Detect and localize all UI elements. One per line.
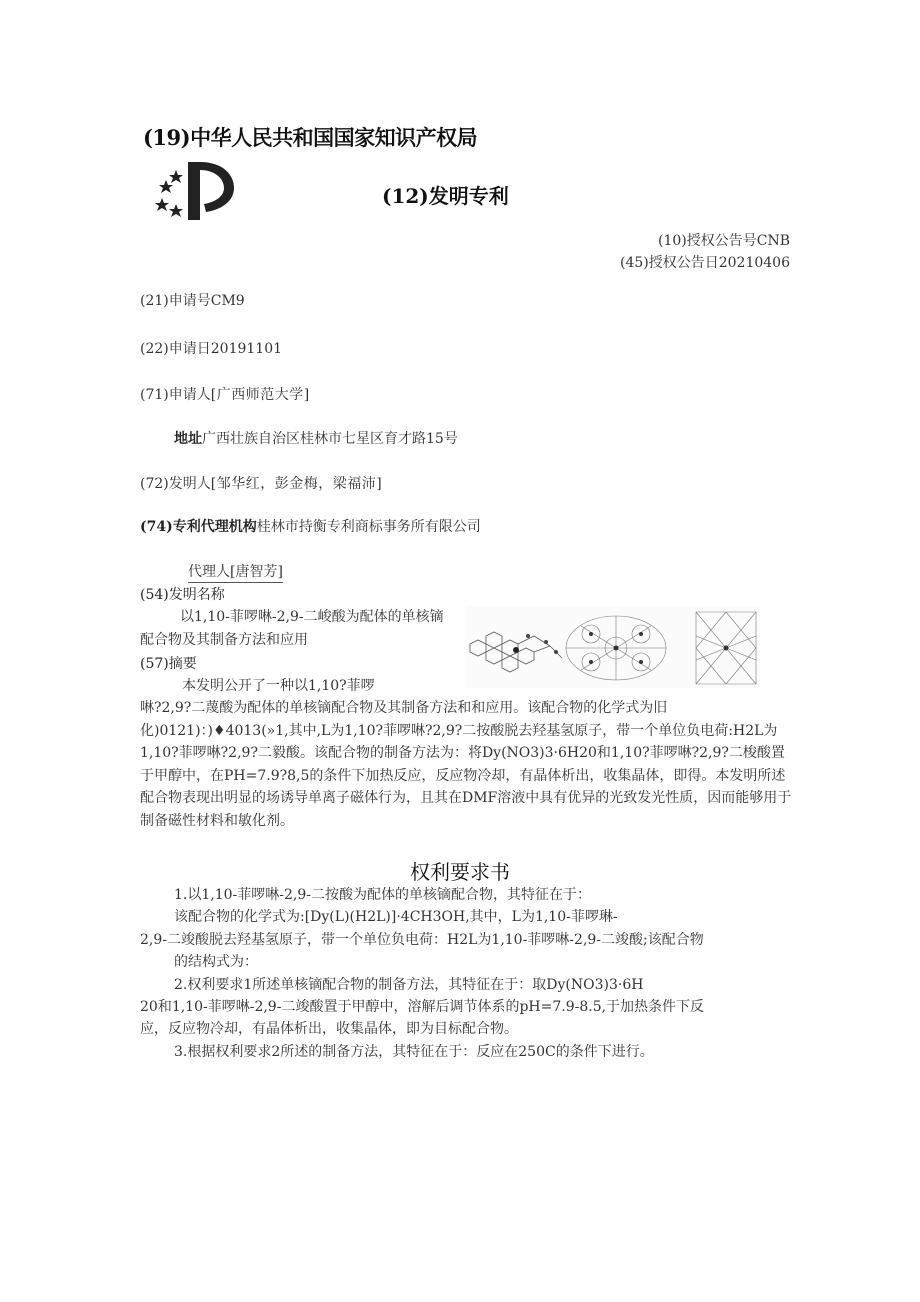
publication-number: (10)授权公告号CNB bbox=[658, 233, 790, 249]
abstract-first-line: 本发明公开了一种以1,10?菲啰 bbox=[182, 678, 375, 694]
patent-agency bbox=[140, 516, 481, 536]
claim-line: 20和1,10-菲啰啉-2,9-二竣酸置于甲醇中，溶解后调节体系的pH=7.9-8.5,于加热条件下反 bbox=[140, 999, 705, 1016]
address-value: 广西壮族自治区桂林市七星区育才路15号 bbox=[202, 431, 458, 447]
crystal-structure-figure bbox=[466, 606, 760, 688]
patent-agent: 代理人[唐智芳] bbox=[188, 561, 283, 583]
cnipa-logo-icon bbox=[152, 158, 238, 224]
inventors bbox=[140, 473, 382, 493]
claims-heading: 权利要求书 bbox=[410, 860, 510, 884]
applicant-value: [广西师范大学] bbox=[210, 387, 310, 403]
application-number-label: (21)申请号 bbox=[140, 293, 211, 309]
patent-agency-label: (74)专利代理机构 bbox=[140, 519, 257, 535]
claim-line: 3.根据权利要求2所述的制备方法，其特征在于：反应在250C的条件下进行。 bbox=[174, 1043, 654, 1060]
application-date-value: 20191101 bbox=[210, 341, 283, 357]
application-date-label: (22)申请日 bbox=[140, 341, 211, 357]
patent-type: (12)发明专利 bbox=[382, 184, 509, 208]
application-date bbox=[140, 338, 282, 358]
application-number-value: CM9 bbox=[210, 293, 245, 309]
inventors-value: [邹华红，彭金梅，梁福沛] bbox=[210, 476, 383, 492]
patent-agency-value: 桂林市持衡专利商标事务所有限公司 bbox=[256, 519, 481, 535]
invention-title-label: (54)发明名称 bbox=[140, 587, 225, 603]
inventors-label: (72)发明人 bbox=[140, 476, 211, 492]
claims-body bbox=[140, 884, 790, 1063]
address bbox=[174, 428, 458, 448]
invention-title: 以1,10-菲啰啉-2,9-二峻酸为配体的单核镝配合物及其制备方法和应用 bbox=[140, 609, 444, 648]
office-name: (19)中华人民共和国国家知识产权局 bbox=[143, 125, 478, 150]
abstract-label: (57)摘要 bbox=[140, 656, 197, 672]
publication-date: (45)授权公告日20210406 bbox=[620, 255, 790, 271]
applicant bbox=[140, 384, 310, 404]
claim-line: 1.以1,10-菲啰啉-2,9-二按酸为配体的单核镝配合物，其特征在于： bbox=[174, 887, 591, 903]
applicant-label: (71)申请人 bbox=[140, 387, 211, 403]
address-label: 地址 bbox=[174, 431, 202, 447]
abstract-text: 啉?2,9?二蔑酸为配体的单核镝配合物及其制备方法和和应用。该配合物的化学式为旧化)0121)：)♦4013(»1,其中,L为1,10?菲啰啉?2,9?二按酸脱去羟基氢原子，带一个单位负电荷:H2L为1,10?菲啰啉?2,9?二毅酸。该配合物的制备方法为：将Dy(NO3)3·6H20和1,10?菲啰啉?2,9?二梭酸置于甲醇中，在PH=7.9?8,5的条件下加热反应，反应物冷却，有晶体析出，收集晶体，即得。本发明所述配合物表现出明显的场诱导单离子磁体行为，且其在DMF溶液中具有优异的光致发光性质，因而能够用于制备磁性材料和敏化剂。 bbox=[140, 700, 792, 829]
application-number bbox=[140, 290, 245, 310]
claim-line: 2.权利要求1所述单核镝配合物的制备方法，其特征在于：取Dy(NO3)3·6H bbox=[174, 976, 644, 993]
claim-line: 2,9-二竣酸脱去羟基氢原子，带一个单位负电荷：H2L为1,10-菲啰啉-2,9-二竣酸;该配合物 bbox=[140, 931, 704, 948]
claim-line: 该配合物的化学式为:[Dy(L)(H2L)]·4CH3OH,其中，L为1,10-菲啰琳- bbox=[174, 909, 618, 926]
claim-line: 的结构式为： bbox=[174, 954, 258, 971]
claim-line: 应，反应物冷却，有晶体析出，收集晶体，即为目标配合物。 bbox=[140, 1021, 518, 1038]
